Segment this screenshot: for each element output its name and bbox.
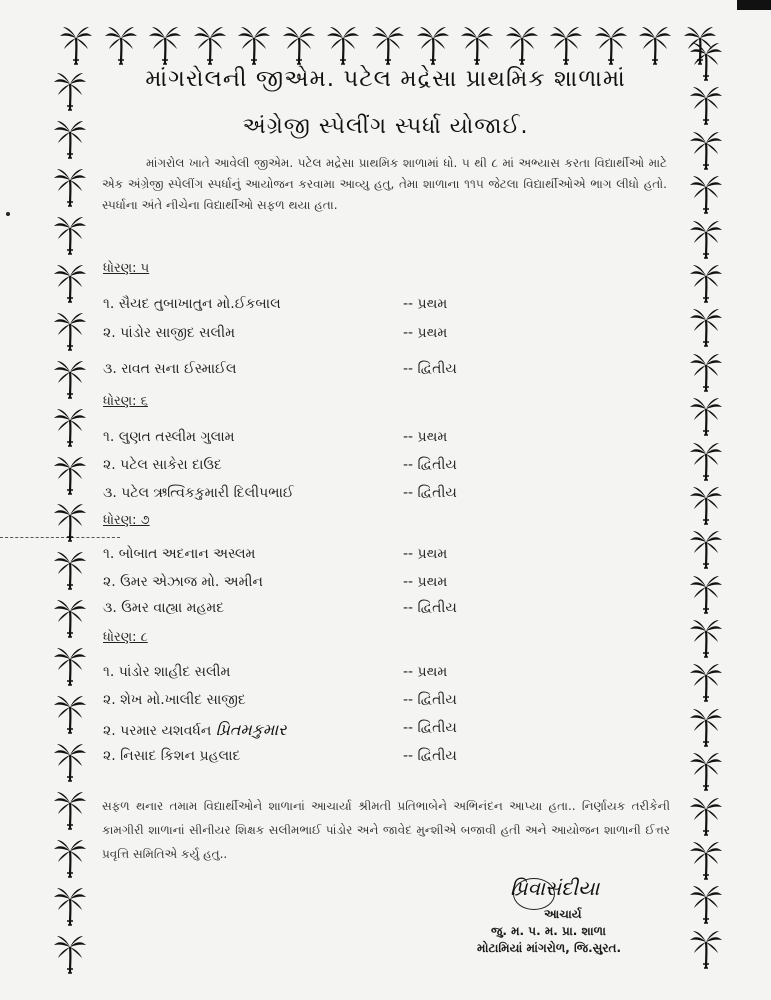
palm-tree-icon <box>281 24 317 66</box>
scan-corner-mark <box>737 0 771 10</box>
palm-tree-icon <box>688 351 724 393</box>
student-rank: -- દ્વિતીય <box>403 692 457 708</box>
palm-tree-icon <box>688 306 724 348</box>
section-label-std5: ધોરણ: ૫ <box>103 261 150 276</box>
designation: આચાર્ય <box>544 907 582 921</box>
palm-border-left <box>50 70 90 975</box>
student-rank: -- પ્રથમ <box>403 296 448 312</box>
palm-tree-icon <box>415 24 451 66</box>
palm-tree-icon <box>688 440 724 482</box>
subheadline: અંગ્રેજી સ્પેલીંગ સ્પર્ધા યોજાઈ. <box>242 114 529 139</box>
student-rank: -- દ્વિતીય <box>403 361 457 377</box>
palm-tree-icon <box>688 661 724 703</box>
palm-tree-icon <box>52 214 88 256</box>
student-name: ૨. ઉમર એઝાજ મો. અમીન <box>103 574 263 590</box>
palm-tree-icon <box>52 741 88 783</box>
student-name <box>103 720 286 740</box>
palm-border-right <box>686 40 726 970</box>
student-row <box>103 429 503 451</box>
palm-tree-icon <box>52 358 88 400</box>
student-name: ૧. સૈયદ તુબાખાતુન મો.ઈકબાલ <box>103 296 281 312</box>
palm-tree-icon <box>325 24 361 66</box>
student-row <box>103 546 503 568</box>
student-name-handwritten: પ્રિતમકુમાર <box>215 720 287 739</box>
palm-tree-icon <box>192 24 228 66</box>
palm-tree-icon <box>548 24 584 66</box>
palm-tree-icon <box>52 597 88 639</box>
student-row <box>103 574 503 596</box>
student-name: ૧. બોબાત અદનાન અસ્લમ <box>103 546 256 562</box>
student-name: ૨. પાંડોર સાજીદ સલીમ <box>103 325 235 341</box>
headline: માંગરોલની જીએમ. પટેલ મદ્રેસા પ્રાથમિક શાળામાં <box>145 66 626 92</box>
student-rank: -- પ્રથમ <box>403 325 448 341</box>
palm-tree-icon <box>688 928 724 970</box>
palm-tree-icon <box>688 528 724 570</box>
palm-tree-icon <box>52 549 88 591</box>
palm-tree-icon <box>688 262 724 304</box>
student-name: ૨. પટેલ સાકેરા દાઉદ <box>103 457 222 473</box>
student-row <box>103 325 503 347</box>
student-name-printed: ૨. પરમાર યશવર્ધન <box>103 723 212 739</box>
palm-tree-icon <box>52 310 88 352</box>
student-name: ૩. પટેલ ઋત્વિકકુમારી દિલીપભાઈ <box>103 485 294 501</box>
student-row <box>103 361 503 383</box>
student-name: ૧. લુણત તસ્લીમ ગુલામ <box>103 429 235 445</box>
school-stamp-name: જુ. મ. પ. મ. પ્રા. શાળા <box>491 924 606 938</box>
student-row <box>103 748 503 770</box>
section-label-std7: ધોરણ: ૭ <box>103 513 150 528</box>
student-name: ૧. પાંડોર શાહીદ સલીમ <box>103 664 231 680</box>
palm-tree-icon <box>52 262 88 304</box>
palm-tree-icon <box>52 933 88 975</box>
palm-tree-icon <box>52 454 88 496</box>
palm-tree-icon <box>688 573 724 615</box>
palm-tree-icon <box>52 501 88 543</box>
palm-tree-icon <box>688 484 724 526</box>
student-row <box>103 457 503 479</box>
palm-tree-icon <box>688 173 724 215</box>
student-rank: -- દ્વિતીય <box>403 600 457 616</box>
intro-paragraph: માંગરોલ ખાતે આવેલી જીએમ. પટેલ મદ્રેસા પ્રાથમિક શાળામાં ધો. ૫ થી ૮ માં અભ્યાસ કરતા વિદ્યાર્થીઓ માટે એક અંગ્રેજી સ્પેલીંગ સ્પર્ધાનું આયોજન કરવામા આવ્યુ હતુ, તેમા શાળાના ૧૧૫ જેટલા વિદ્યાર્થીઓએ ભાગ લીધો હતો. સ્પર્ધાના અંતે નીચેના વિદ્યાર્થીઓ સફળ થયા હતા. <box>102 156 667 212</box>
section-label-std6: ધોરણ: ૬ <box>103 394 148 409</box>
principal-signature: પ્રિવાસંદીયા <box>510 876 600 900</box>
palm-tree-icon <box>688 750 724 792</box>
student-rank: -- પ્રથમ <box>403 574 448 590</box>
palm-tree-icon <box>688 839 724 881</box>
palm-tree-icon <box>688 218 724 260</box>
palm-tree-icon <box>236 24 272 66</box>
palm-tree-icon <box>52 166 88 208</box>
student-name: ૨. નિસાદ કિશન પ્રહલાદ <box>103 748 241 764</box>
student-rank: -- દ્વિતીય <box>403 720 457 736</box>
palm-tree-icon <box>52 885 88 927</box>
student-rank: -- દ્વિતીય <box>403 748 457 764</box>
student-rank: -- દ્વિતીય <box>403 485 457 501</box>
student-name: ૩. ઉમર વાહ્યા મહમદ <box>103 600 225 616</box>
palm-tree-icon <box>52 693 88 735</box>
palm-tree-icon <box>58 24 94 66</box>
student-row <box>103 664 503 686</box>
student-rank: -- પ્રથમ <box>403 664 448 680</box>
palm-tree-icon <box>459 24 495 66</box>
student-row <box>103 600 503 622</box>
student-name: ૩. રાવત સના ઈસ્માઈલ <box>103 361 237 377</box>
palm-tree-icon <box>688 883 724 925</box>
palm-tree-icon <box>370 24 406 66</box>
palm-tree-icon <box>593 24 629 66</box>
student-row <box>103 720 503 742</box>
school-stamp-address: મોટામિયાં માંગરોળ, જિ.સુરત. <box>477 941 622 955</box>
palm-tree-icon <box>688 795 724 837</box>
palm-tree-icon <box>147 24 183 66</box>
palm-tree-icon <box>103 24 139 66</box>
student-name: ૨. શેખ મો.ખાલીદ સાજીદ <box>103 692 246 708</box>
palm-tree-icon <box>52 789 88 831</box>
palm-tree-icon <box>688 706 724 748</box>
palm-tree-icon <box>637 24 673 66</box>
scan-dot <box>6 212 10 216</box>
student-rank: -- દ્વિતીય <box>403 457 457 473</box>
student-row <box>103 485 503 507</box>
section-label-std8: ધોરણ: ૮ <box>103 630 148 645</box>
palm-tree-icon <box>688 395 724 437</box>
palm-tree-icon <box>52 837 88 879</box>
student-rank: -- પ્રથમ <box>403 429 448 445</box>
palm-tree-icon <box>504 24 540 66</box>
closing-paragraph: સફળ થનાર તમામ વિદ્યાર્થીઓને શાળાનાં આચાર્યા શ્રીમતી પ્રતિભાબેને અભિનંદન આપ્યા હતા.. નિર્ણાયક તરીકેની કામગીરી શાળાનાં સીનીયર શિક્ષક સલીમભાઈ પાંડોર અને જાવેદ મુન્શીએ બજાવી હતી અને આયોજન શાળાની ઈત્તર પ્રવૃત્તિ સમિતિએ કર્યુ હતુ.. <box>102 799 670 861</box>
student-row <box>103 692 503 714</box>
palm-tree-icon <box>52 406 88 448</box>
student-rank: -- પ્રથમ <box>403 546 448 562</box>
palm-tree-icon <box>52 645 88 687</box>
student-row <box>103 296 503 318</box>
palm-tree-icon <box>688 617 724 659</box>
